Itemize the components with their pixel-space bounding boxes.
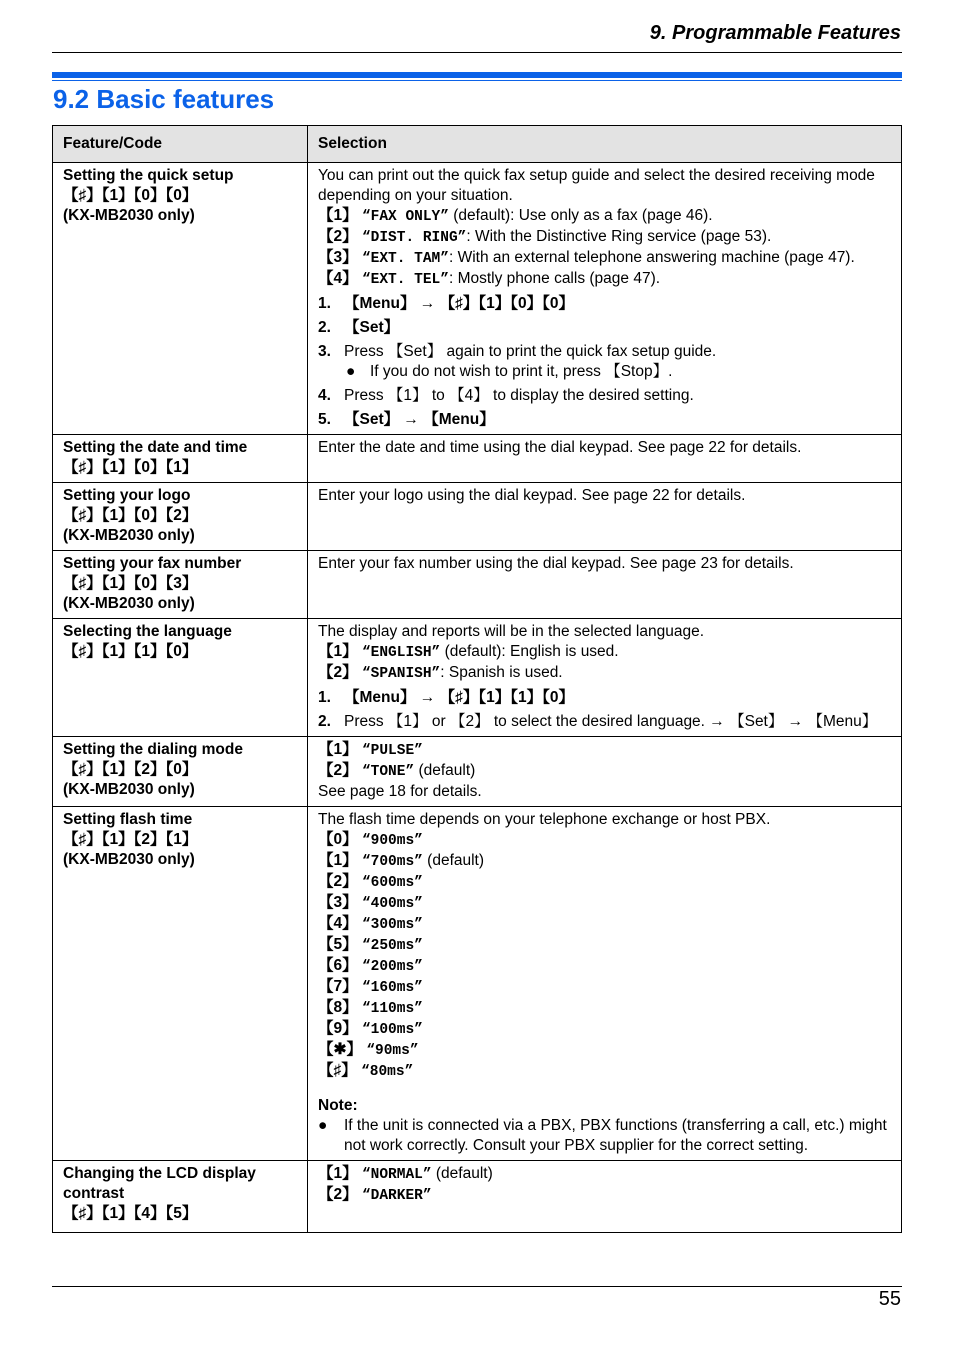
table-header-row xyxy=(53,126,902,163)
option-line xyxy=(318,830,891,851)
option-key: 【4】 xyxy=(318,915,358,932)
step xyxy=(318,342,891,362)
option-mode: “DARKER” xyxy=(361,1188,432,1204)
feature-model-note: (KX-MB2030 only) xyxy=(63,527,195,544)
selection-intro: You can print out the quick fax setup guide and select the desired receiving mode depending on your situation. xyxy=(318,167,875,204)
option-key: 【2】 xyxy=(318,228,358,245)
option-key: 【8】 xyxy=(318,999,358,1016)
option-line xyxy=(318,1040,891,1061)
step xyxy=(318,410,891,430)
selection-cell xyxy=(308,619,902,737)
option-mode: “400ms” xyxy=(361,896,423,912)
selection-text: Enter your fax number using the dial keypad. See page 23 for details. xyxy=(318,555,794,572)
feature-name: Setting the quick setup xyxy=(63,167,234,184)
feature-model-note: (KX-MB2030 only) xyxy=(63,851,195,868)
option-line xyxy=(318,914,891,935)
feature-code: 【♯】【1】【2】【0】 xyxy=(63,761,198,778)
option-key: 【0】 xyxy=(318,831,358,848)
option-mode: “300ms” xyxy=(361,917,423,933)
feature-cell xyxy=(53,435,308,483)
page-number: 55 xyxy=(878,1288,901,1310)
feature-name: Setting the date and time xyxy=(63,439,248,456)
step xyxy=(318,688,891,708)
feature-table xyxy=(52,125,902,1233)
option-mode: “EXT. TAM” xyxy=(361,251,449,267)
selection-cell xyxy=(308,1161,902,1233)
step-number: 4. xyxy=(318,387,331,404)
step-number: 1. xyxy=(318,295,331,312)
option-line xyxy=(318,227,891,248)
option-mode: “DIST. RING” xyxy=(361,230,467,246)
feature-cell xyxy=(53,163,308,435)
selection-intro: The flash time depends on your telephone exchange or host PBX. xyxy=(318,811,771,828)
option-mode: “EXT. TEL” xyxy=(361,272,449,288)
selection-cell xyxy=(308,163,902,435)
note-bullet xyxy=(318,1116,891,1156)
section-title: 9.2 Basic features xyxy=(53,84,275,114)
option-key: 【5】 xyxy=(318,936,358,953)
selection-text: Enter the date and time using the dial keypad. See page 22 for details. xyxy=(318,439,802,456)
feature-cell xyxy=(53,737,308,807)
chapter-heading: 9. Programmable Features xyxy=(649,22,901,44)
option-mode: “SPANISH” xyxy=(361,666,441,682)
option-mode: “ENGLISH” xyxy=(361,645,441,661)
step-text: Press 【1】 or 【2】 to select the desired language. → 【Set】 → 【Menu】 xyxy=(344,713,878,730)
table-row xyxy=(53,163,902,435)
step-text: 【Menu】 → 【♯】【1】【0】【0】 xyxy=(344,295,574,312)
option-line xyxy=(318,872,891,893)
table-row xyxy=(53,1161,902,1233)
option-mode: “250ms” xyxy=(361,938,423,954)
option-mode: “80ms” xyxy=(361,1064,414,1080)
option-text: : Spanish is used. xyxy=(440,664,563,681)
selection-text: Enter your logo using the dial keypad. See page 22 for details. xyxy=(318,487,746,504)
option-line xyxy=(318,740,891,761)
step xyxy=(318,712,891,732)
step-text: 【Set】 → 【Menu】 xyxy=(344,411,495,428)
bullet-text: If you do not wish to print it, press 【Stop】. xyxy=(370,363,673,380)
option-mode: “900ms” xyxy=(361,833,423,849)
option-key: 【4】 xyxy=(318,270,358,287)
option-mode: “FAX ONLY” xyxy=(361,209,449,225)
section-bar xyxy=(52,72,902,78)
feature-name: Setting your fax number xyxy=(63,555,242,572)
step-number: 5. xyxy=(318,411,331,428)
option-line xyxy=(318,761,891,782)
option-line xyxy=(318,851,891,872)
option-mode: “90ms” xyxy=(366,1043,419,1059)
step-text: Press 【1】 to 【4】 to display the desired setting. xyxy=(344,387,694,404)
bullet-dot: ● xyxy=(318,1117,328,1134)
column-header-selection: Selection xyxy=(308,126,902,163)
option-text: (default) xyxy=(422,852,485,869)
selection-cell xyxy=(308,737,902,807)
option-mode: “600ms” xyxy=(361,875,423,891)
selection-text: See page 18 for details. xyxy=(318,783,482,800)
step-number: 3. xyxy=(318,343,331,360)
feature-name: Setting the dialing mode xyxy=(63,741,243,758)
option-mode: “NORMAL” xyxy=(361,1167,432,1183)
step xyxy=(318,294,891,314)
option-mode: “100ms” xyxy=(361,1022,423,1038)
feature-code: 【♯】【1】【4】【5】 xyxy=(63,1205,198,1222)
feature-cell xyxy=(53,619,308,737)
feature-code: 【♯】【1】【2】【1】 xyxy=(63,831,198,848)
option-key: 【1】 xyxy=(318,207,358,224)
option-key: 【2】 xyxy=(318,873,358,890)
option-key: 【♯】 xyxy=(318,1062,357,1079)
feature-code: 【♯】【1】【1】【0】 xyxy=(63,643,198,660)
selection-cell xyxy=(308,435,902,483)
step-text: Press 【Set】 again to print the quick fax setup guide. xyxy=(344,343,717,360)
option-line xyxy=(318,248,891,269)
option-text: (default) xyxy=(414,762,476,779)
selection-cell xyxy=(308,807,902,1161)
section-bar-thin xyxy=(52,80,902,81)
feature-cell xyxy=(53,1161,308,1233)
option-line xyxy=(318,935,891,956)
option-line xyxy=(318,642,891,663)
table-row xyxy=(53,551,902,619)
header-rule xyxy=(52,52,902,53)
step xyxy=(318,318,891,338)
table-row xyxy=(53,619,902,737)
feature-name: Setting your logo xyxy=(63,487,191,504)
option-mode: “700ms” xyxy=(361,854,423,870)
spacer xyxy=(318,1082,891,1096)
feature-model-note: (KX-MB2030 only) xyxy=(63,595,195,612)
feature-cell xyxy=(53,551,308,619)
option-mode: “PULSE” xyxy=(361,743,423,759)
option-line xyxy=(318,1164,891,1185)
note-label: Note: xyxy=(318,1097,358,1114)
option-mode: “TONE” xyxy=(361,764,415,780)
feature-name: Changing the LCD display contrast xyxy=(63,1165,256,1202)
feature-code: 【♯】【1】【0】【3】 xyxy=(63,575,198,592)
option-key: 【1】 xyxy=(318,741,358,758)
table-row xyxy=(53,737,902,807)
option-mode: “110ms” xyxy=(361,1001,423,1017)
step-number: 2. xyxy=(318,713,331,730)
feature-name: Selecting the language xyxy=(63,623,232,640)
selection-cell xyxy=(308,483,902,551)
option-text: : With an external telephone answering machine (page 47). xyxy=(448,249,855,266)
option-line xyxy=(318,1061,891,1082)
column-header-feature: Feature/Code xyxy=(53,126,308,163)
option-line xyxy=(318,998,891,1019)
option-mode: “160ms” xyxy=(361,980,423,996)
option-line xyxy=(318,893,891,914)
option-key: 【1】 xyxy=(318,1165,358,1182)
step-bullet xyxy=(318,362,891,382)
selection-cell xyxy=(308,551,902,619)
feature-cell xyxy=(53,483,308,551)
table-row xyxy=(53,483,902,551)
table-row xyxy=(53,435,902,483)
option-key: 【✱】 xyxy=(318,1041,362,1058)
step-number: 1. xyxy=(318,689,331,706)
feature-name: Setting flash time xyxy=(63,811,193,828)
step-text: 【Menu】 → 【♯】【1】【1】【0】 xyxy=(344,689,574,706)
option-text: (default) xyxy=(431,1165,493,1182)
bullet-dot: ● xyxy=(346,363,356,380)
feature-model-note: (KX-MB2030 only) xyxy=(63,781,195,798)
step-number: 2. xyxy=(318,319,331,336)
feature-code: 【♯】【1】【0】【1】 xyxy=(63,459,198,476)
option-text: (default): English is used. xyxy=(440,643,619,660)
feature-code: 【♯】【1】【0】【2】 xyxy=(63,507,198,524)
option-line xyxy=(318,977,891,998)
option-line xyxy=(318,663,891,684)
option-key: 【3】 xyxy=(318,249,358,266)
option-key: 【9】 xyxy=(318,1020,358,1037)
option-key: 【1】 xyxy=(318,643,358,660)
step-text: 【Set】 xyxy=(344,319,400,336)
option-line xyxy=(318,269,891,290)
feature-model-note: (KX-MB2030 only) xyxy=(63,207,195,224)
table-row xyxy=(53,807,902,1161)
feature-code: 【♯】【1】【0】【0】 xyxy=(63,187,198,204)
option-line xyxy=(318,956,891,977)
option-key: 【2】 xyxy=(318,762,358,779)
selection-intro: The display and reports will be in the selected language. xyxy=(318,623,705,640)
option-text: : With the Distinctive Ring service (page 53). xyxy=(466,228,772,245)
option-key: 【2】 xyxy=(318,664,358,681)
bullet-text: If the unit is connected via a PBX, PBX functions (transferring a call, etc.) might not work correctly. Consult your PBX supplier for the correct setting. xyxy=(344,1117,887,1154)
option-line xyxy=(318,1185,891,1206)
footer-rule xyxy=(52,1286,902,1287)
feature-cell xyxy=(53,807,308,1161)
option-line xyxy=(318,1019,891,1040)
option-key: 【1】 xyxy=(318,852,358,869)
option-text: (default): Use only as a fax (page 46). xyxy=(448,207,713,224)
option-key: 【3】 xyxy=(318,894,358,911)
step xyxy=(318,386,891,406)
option-mode: “200ms” xyxy=(361,959,423,975)
option-key: 【7】 xyxy=(318,978,358,995)
option-key: 【2】 xyxy=(318,1186,358,1203)
option-key: 【6】 xyxy=(318,957,358,974)
option-line xyxy=(318,206,891,227)
option-text: : Mostly phone calls (page 47). xyxy=(448,270,661,287)
